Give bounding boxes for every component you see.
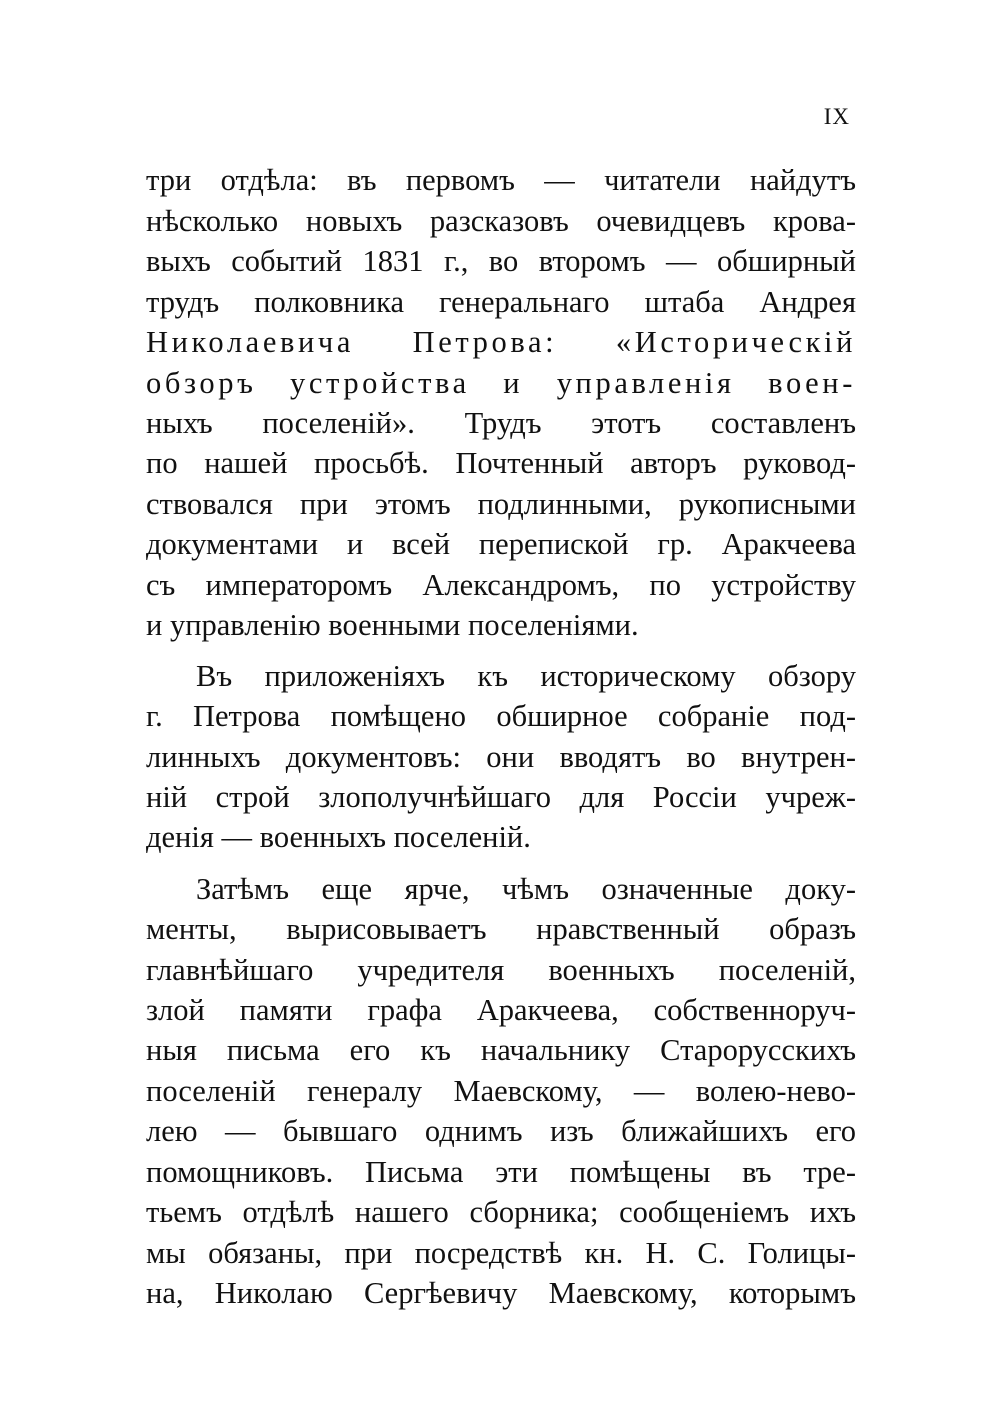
text-line: мы обязаны, при посредствѣ кн. Н. С. Голицы- xyxy=(146,1236,856,1270)
text-line: менты, вырисовываетъ нравственный образъ xyxy=(146,912,856,946)
text-line: денія — военныхъ поселеній. xyxy=(146,820,531,854)
text-line: Николаевича Петрова: «Историческій xyxy=(146,325,856,359)
text-line: Затѣмъ еще ярче, чѣмъ означенные доку- xyxy=(196,872,856,906)
text-line: ствовался при этомъ подлинными, рукописными xyxy=(146,487,856,521)
text-line: три отдѣла: въ первомъ — читатели найдутъ xyxy=(146,163,856,197)
text-line: нѣсколько новыхъ разсказовъ очевидцевъ крова- xyxy=(146,204,856,238)
text-line: ныхъ поселеній». Трудъ этотъ составленъ xyxy=(146,406,856,440)
text-line: съ императоромъ Александромъ, по устройству xyxy=(146,568,856,602)
text-line: лею — бывшаго однимъ изъ ближайшихъ его xyxy=(146,1114,856,1148)
text-line: выхъ событий 1831 г., во второмъ — обширный xyxy=(146,244,856,278)
page-number: IX xyxy=(823,104,850,129)
text-line: тьемъ отдѣлѣ нашего сборника; сообщеніемъ ихъ xyxy=(146,1195,856,1229)
text-line: злой памяти графа Аракчеева, собственноруч- xyxy=(146,993,856,1027)
text-line: линныхъ документовъ: они вводятъ во внутрен- xyxy=(146,740,856,774)
text-line: трудъ полковника генеральнаго штаба Андрея xyxy=(146,285,856,319)
text-line: по нашей просьбѣ. Почтенный авторъ руковод- xyxy=(146,446,856,480)
text-line: ній строй злополучнѣйшаго для Россіи учреж- xyxy=(146,780,856,814)
text-line: помощниковъ. Письма эти помѣщены въ тре- xyxy=(146,1155,856,1189)
text-line: поселеній генералу Маевскому, — волею-нево- xyxy=(146,1074,856,1108)
text-line: г. Петрова помѣщено обширное собраніе под- xyxy=(146,699,856,733)
text-line: главнѣйшаго учредителя военныхъ поселеній, xyxy=(146,953,856,987)
text-line: Въ приложеніяхъ къ историческому обзору xyxy=(196,659,856,693)
text-line: документами и всей перепиской гр. Аракчеева xyxy=(146,527,856,561)
text-line: на, Николаю Сергѣевичу Маевскому, которымъ xyxy=(146,1276,856,1310)
text-line: и управленію военными поселеніями. xyxy=(146,608,639,642)
text-line: ныя письма его къ начальнику Старорусскихъ xyxy=(146,1033,856,1067)
text-line: обзоръ устройства и управленія воен- xyxy=(146,366,856,400)
